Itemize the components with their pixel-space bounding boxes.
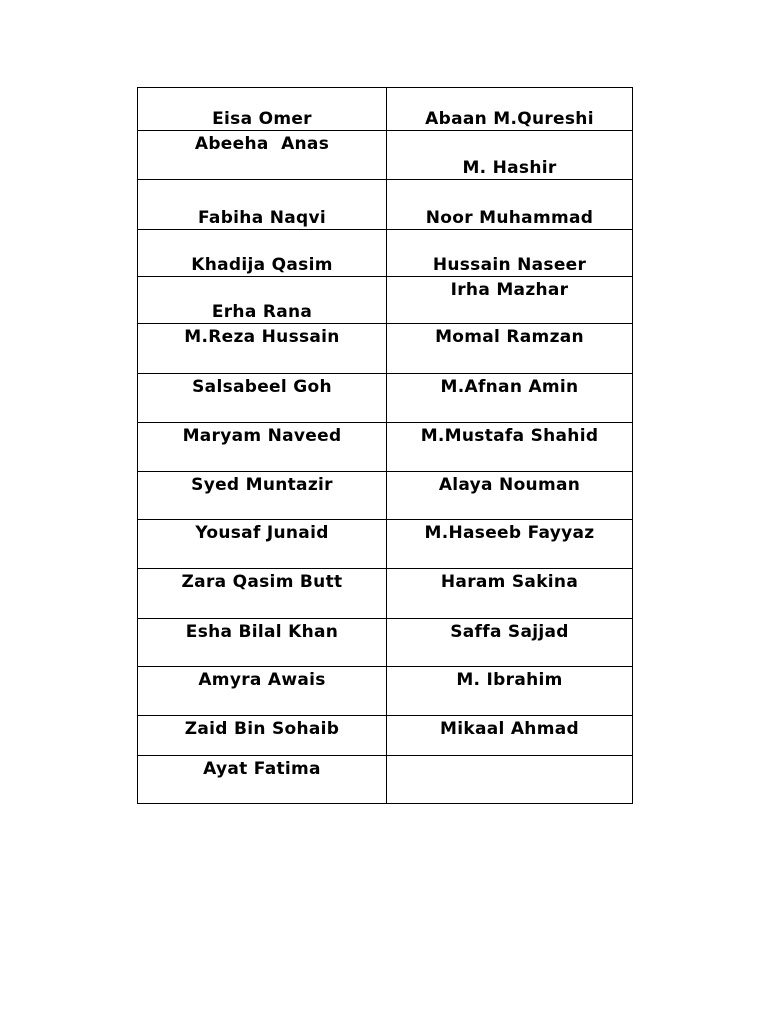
table-cell: [138, 277, 387, 324]
name-text: M.Haseeb Fayyaz: [424, 523, 595, 543]
name-text: Haram Sakina: [440, 572, 579, 592]
name-text: Zaid Bin Sohaib: [184, 719, 340, 739]
name-text: Amyra Awais: [198, 670, 326, 690]
table-cell: [387, 472, 633, 520]
name-text: Salsabeel Goh: [192, 377, 332, 397]
name-text: Eisa Omer: [212, 109, 312, 129]
names-table: [137, 87, 633, 804]
name-text: Erha Rana: [211, 302, 313, 322]
table-cell: [387, 569, 633, 619]
table-row: [138, 277, 633, 324]
table-cell: [387, 619, 633, 667]
table-row: [138, 716, 633, 756]
name-text: Momal Ramzan: [435, 327, 584, 347]
name-text: Abeeha Anas: [194, 134, 330, 154]
table-cell: [138, 520, 387, 569]
name-text: Abaan M.Qureshi: [425, 109, 594, 129]
table-cell: [387, 756, 633, 804]
name-text: M. Ibrahim: [456, 670, 563, 690]
table-cell: [138, 131, 387, 180]
table-cell: [138, 324, 387, 374]
name-text: M.Mustafa Shahid: [420, 426, 599, 446]
table-cell: [138, 88, 387, 131]
name-text: Zara Qasim Butt: [181, 572, 343, 592]
table-row: [138, 569, 633, 619]
table-cell: [387, 180, 633, 230]
name-text: Syed Muntazir: [191, 475, 333, 495]
table-row: [138, 180, 633, 230]
table-cell: [138, 230, 387, 277]
table-cell: [387, 716, 633, 756]
table-cell: [138, 374, 387, 423]
name-text: Saffa Sajjad: [450, 622, 569, 642]
table-cell: [138, 180, 387, 230]
table-cell: [387, 88, 633, 131]
table-cell: [138, 667, 387, 716]
table-cell: [387, 277, 633, 324]
table-row: [138, 756, 633, 804]
name-text: M. Hashir: [462, 158, 557, 178]
table-cell: [387, 423, 633, 472]
table-cell: [387, 374, 633, 423]
table-row: [138, 131, 633, 180]
table-row: [138, 374, 633, 423]
table-cell: [138, 756, 387, 804]
table-row: [138, 667, 633, 716]
name-text: Yousaf Junaid: [195, 523, 329, 543]
table-cell: [138, 472, 387, 520]
table-cell: [138, 569, 387, 619]
name-text: Khadija Qasim: [191, 255, 333, 275]
table-cell: [387, 324, 633, 374]
table-row: [138, 619, 633, 667]
name-text: Hussain Naseer: [432, 255, 587, 275]
name-text: Noor Muhammad: [425, 208, 594, 228]
name-text: Mikaal Ahmad: [440, 719, 579, 739]
table-cell: [138, 619, 387, 667]
table-row: [138, 88, 633, 131]
table-cell: [387, 520, 633, 569]
name-text: Fabiha Naqvi: [198, 208, 326, 228]
table-cell: [387, 230, 633, 277]
table-row: [138, 472, 633, 520]
name-text: M.Reza Hussain: [184, 327, 340, 347]
name-text: Alaya Nouman: [438, 475, 581, 495]
table-row: [138, 230, 633, 277]
table-cell: [387, 131, 633, 180]
name-text: Irha Mazhar: [450, 280, 569, 300]
table-row: [138, 423, 633, 472]
table-row: [138, 324, 633, 374]
name-text: Maryam Naveed: [182, 426, 342, 446]
name-text: Ayat Fatima: [203, 759, 321, 779]
table-cell: [138, 716, 387, 756]
name-text: Esha Bilal Khan: [185, 622, 339, 642]
name-text: M.Afnan Amin: [440, 377, 579, 397]
table-cell: [138, 423, 387, 472]
table-cell: [387, 667, 633, 716]
table-row: [138, 520, 633, 569]
